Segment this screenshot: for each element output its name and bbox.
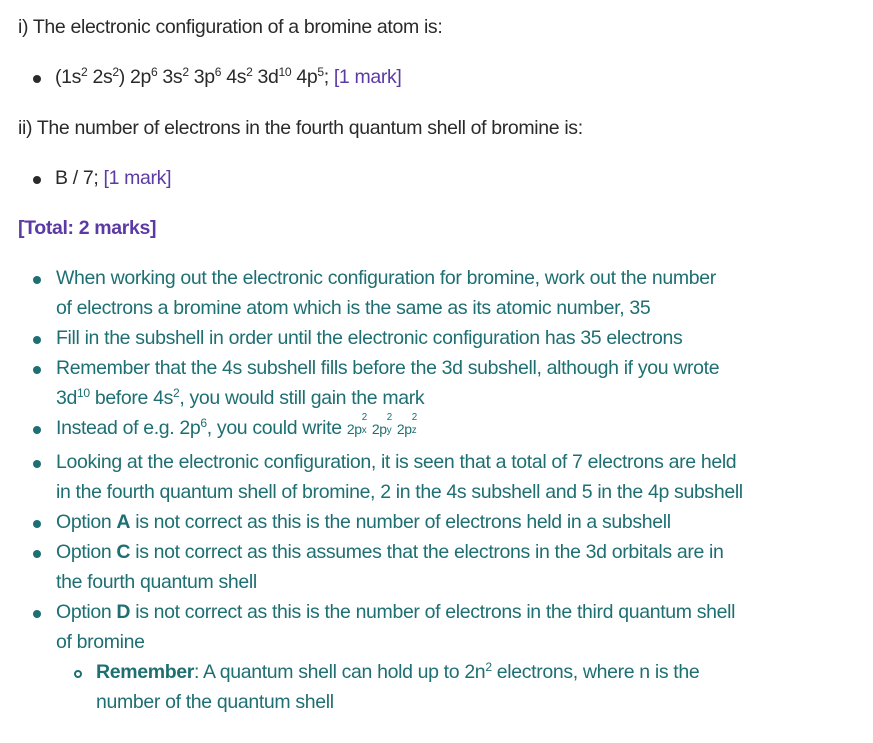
note-line: Option D is not correct as this is the number of electrons in the third quantum shell [56, 601, 736, 623]
mark-label: [1 mark] [103, 167, 172, 189]
bullet-dot [33, 520, 41, 528]
note-line: Remember that the 4s subshell fills before the 3d subshell, although if you wrote [56, 357, 720, 379]
note-line: the fourth quantum shell [56, 571, 257, 593]
bullet-dot [33, 276, 41, 284]
bullet-dot [33, 610, 41, 618]
total-marks: [Total: 2 marks] [18, 217, 157, 239]
bullet-dot [33, 550, 41, 558]
part-i-question: i) The electronic configuration of a bromine atom is: [18, 16, 443, 38]
sub-bullet-circle [74, 670, 82, 678]
bullet-dot [33, 336, 41, 344]
note-line: Option A is not correct as this is the number of electrons held in a subshell [56, 511, 671, 533]
note-line: Instead of e.g. $2p^6$, you could write 2p 2 x 2p 2 y 2p 2 z [56, 417, 422, 440]
note-line: Option C is not correct as this assumes that the electrons in the 3d orbitals are in [56, 541, 724, 563]
note-line: $3d^{10}$ before $4s^2$, you would still gain the mark [56, 386, 425, 409]
note-line: in the fourth quantum shell of bromine, 2 in the 4s subshell and 5 in the 4p subshell [56, 481, 743, 503]
part-ii-answer: B / 7; [1 mark] [55, 167, 172, 189]
bullet-dot [33, 426, 41, 434]
note-line: of electrons a bromine atom which is the same as its atomic number, 35 [56, 297, 651, 319]
note-line: Remember: A quantum shell can hold up to $2n^2$ electrons, where n is the [96, 660, 700, 683]
bullet-dot [33, 366, 41, 374]
note-line: of bromine [56, 631, 145, 653]
mark-label: [1 mark] [333, 66, 402, 88]
note-line: number of the quantum shell [96, 691, 334, 713]
orbital-notation: 2p 2 x 2p 2 y 2p 2 z [346, 412, 417, 437]
bullet-dot [33, 75, 41, 83]
part-i-answer: ($1s^2$ $2s^2$) $2p^6$ $3s^2$ $3p^6$ $4s^2$ $3d^{10}$ $4p^5$; [1 mark] [55, 65, 402, 88]
bullet-dot [33, 176, 41, 184]
part-ii-question: ii) The number of electrons in the fourth quantum shell of bromine is: [18, 117, 583, 139]
note-line: Looking at the electronic configuration, it is seen that a total of 7 electrons are held [56, 451, 737, 473]
note-line: Fill in the subshell in order until the electronic configuration has 35 electrons [56, 327, 683, 349]
bullet-dot [33, 460, 41, 468]
note-line: When working out the electronic configuration for bromine, work out the number [56, 267, 716, 289]
